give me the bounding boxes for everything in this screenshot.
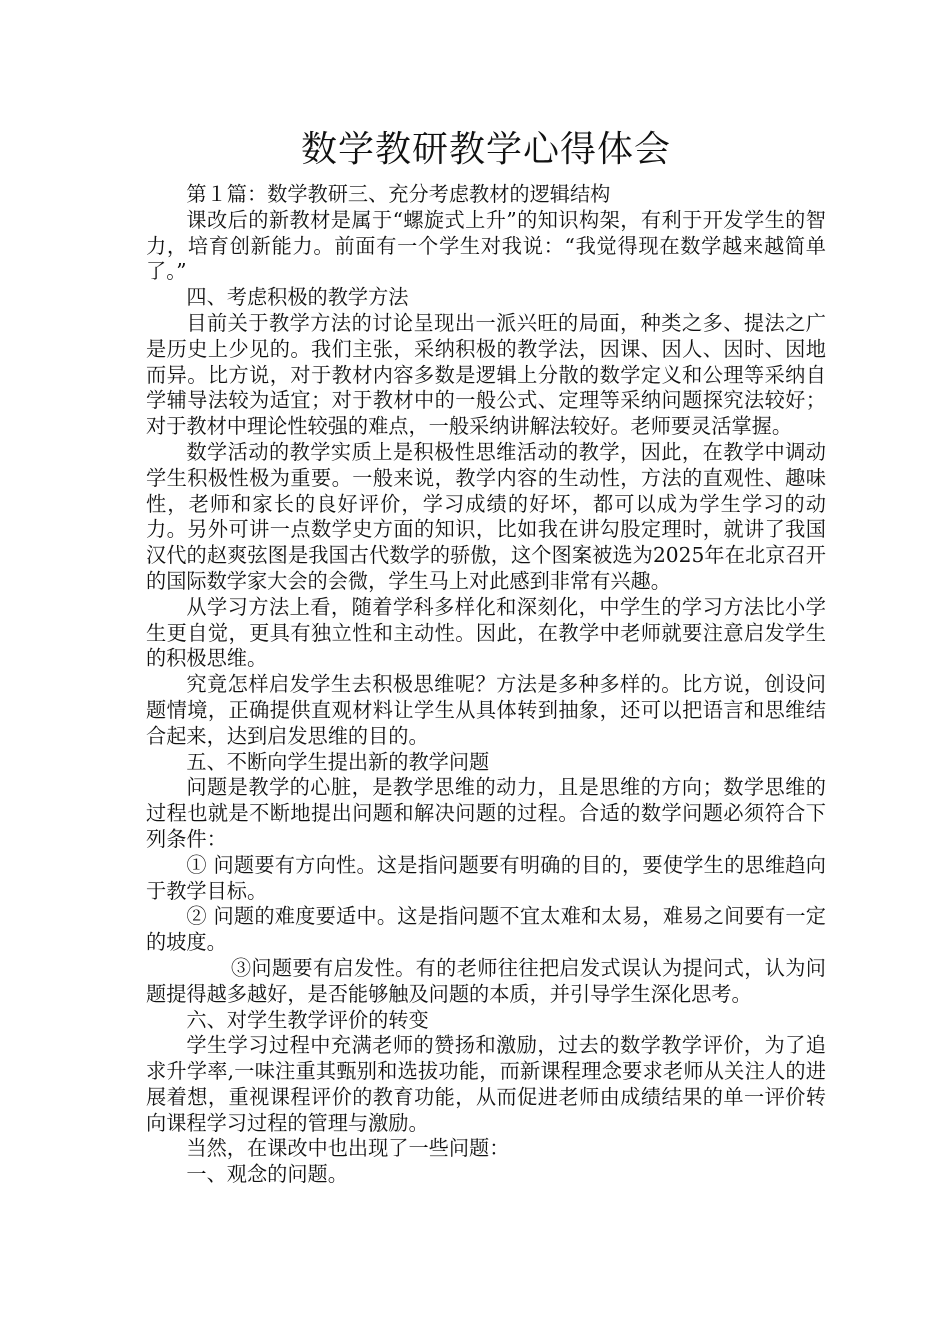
paragraph: 数学活动的教学实质上是积极性思维活动的教学，因此，在教学中调动学生积极性极为重要。一般来说，教学内容的生动性，方法的直观性、趣味性，老师和家长的良好评价，学习成绩的好坏，都可以成为学生学习的动力。另外可讲一点数学史方面的知识，比如我在讲勾股定理时，就讲了我国汉代的赵爽弦图是我国古代数学的骄傲，这个图案被选为2025年在北京召开的国际数学家大会的会微，学生马上对此感到非常有兴趣。 xyxy=(146,439,826,593)
section-heading: 五、不断向学生提出新的教学问题 xyxy=(186,749,490,774)
paragraph: 学生学习过程中充满老师的赞扬和激励，过去的数学教学评价，为了追求升学率,一味注重其甄别和选拔功能，而新课程理念要求老师从关注人的进展着想，重视课程评价的教育功能，从而促进老师由成绩结果的单一评价转向课程学习过程的管理与激励。 xyxy=(146,1033,826,1135)
section-heading: 四、考虑积极的教学方法 xyxy=(186,285,409,310)
list-item: ② 问题的难度要适中。这是指问题不宜太难和太易，难易之间要有一定的坡度。 xyxy=(146,904,826,955)
paragraph: 问题是教学的心脏，是教学思维的动力，且是思维的方向；数学思维的过程也就是不断地提出问题和解决问题的过程。合适的数学问题必须符合下列条件： xyxy=(146,775,826,851)
article-heading: 第１篇：数学教研三、充分考虑教材的逻辑结构 xyxy=(186,182,611,206)
paragraph: 一、观念的问题。 xyxy=(186,1162,348,1187)
paragraph: 究竟怎样启发学生去积极思维呢？方法是多种多样的。比方说，创设问题情境，正确提供直观材料让学生从具体转到抽象，还可以把语言和思维结合起来，达到启发思维的目的。 xyxy=(146,672,826,748)
section-heading: 六、对学生教学评价的转变 xyxy=(186,1007,429,1032)
document-title: 数学教研教学心得体会 xyxy=(300,129,671,170)
list-item: ① 问题要有方向性。这是指问题要有明确的目的，要使学生的思维趋向于教学目标。 xyxy=(146,852,826,903)
document-body xyxy=(146,128,826,1188)
paragraph: 当然，在课改中也出现了一些问题： xyxy=(186,1136,510,1161)
paragraph: 课改后的新教材是属于“螺旋式上升”的知识构架，有利于开发学生的智力，培育创新能力。前面有一个学生对我说：“我觉得现在数学越来越简单了。” xyxy=(146,207,826,284)
paragraph: 从学习方法上看，随着学科多样化和深刻化，中学生的学习方法比小学生更自觉，更具有独立性和主动性。因此，在教学中老师就要注意启发学生的积极思维。 xyxy=(146,594,826,671)
list-item: ③问题要有启发性。有的老师往往把启发式误认为提问式，认为问题提得越多越好，是否能够触及问题的本质，并引导学生深化思考。 xyxy=(146,955,826,1006)
paragraph: 目前关于教学方法的讨论呈现出一派兴旺的局面，种类之多、提法之广是历史上少见的。我们主张，采纳积极的教学法，因课、因人、因时、因地而异。比方说，对于教材内容多数是逻辑上分散的数学定义和公理等采纳自学辅导法较为适宜；对于教材中的一般公式、定理等采纳问题探究法较好；对于教材中理论性较强的难点，一般采纳讲解法较好。老师要灵活掌握。 xyxy=(146,310,826,439)
